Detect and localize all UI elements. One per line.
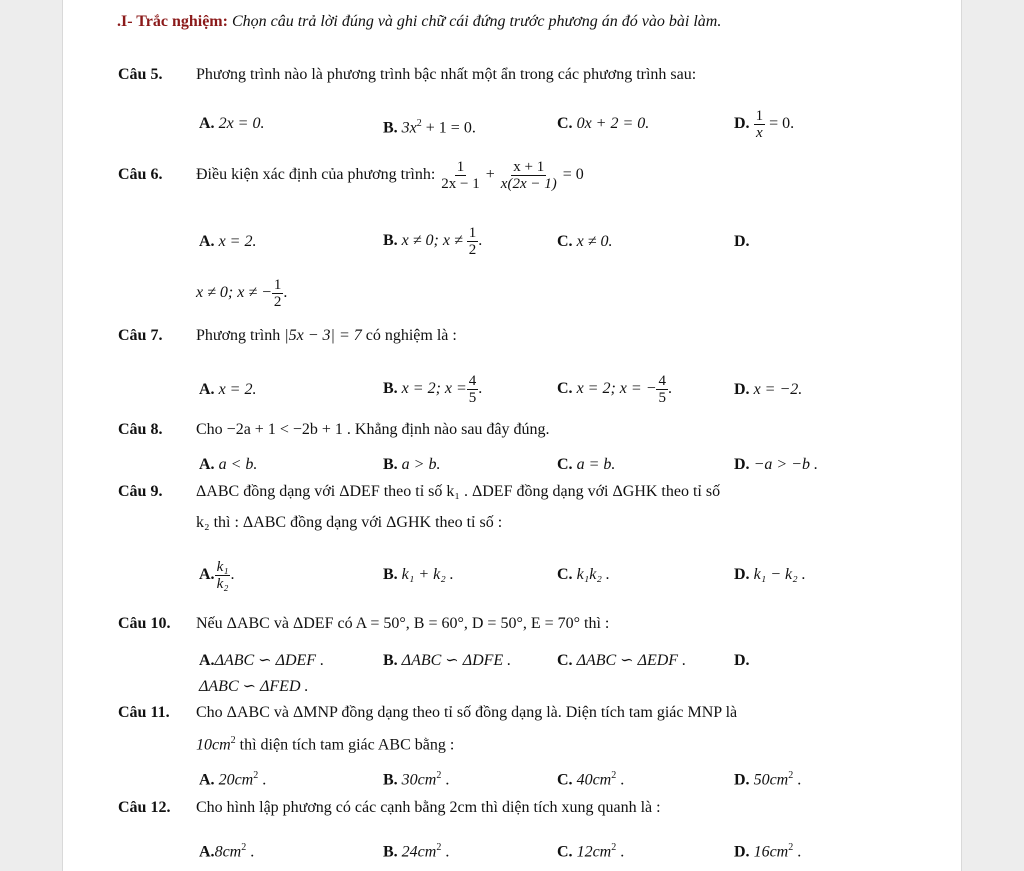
- q6-option-a: A. x = 2.: [199, 233, 257, 250]
- q5-option-a: A. 2x = 0.: [199, 115, 265, 132]
- question-8-text: Cho −2a + 1 < −2b + 1 . Khẳng định nào sau đây đúng.: [196, 421, 550, 438]
- question-5-label: Câu 5.: [118, 66, 163, 83]
- q8-option-c: C. a = b.: [557, 456, 616, 473]
- q12-option-a: $A.8cm^2$ .: [199, 842, 255, 861]
- question-10-text: Nếu ΔABC và ΔDEF có A = 50°, B = 60°, D = 50°, E = 70° thì :: [196, 615, 610, 632]
- q5-option-b: B. $3x^2 + 1 = 0$.: [383, 118, 476, 137]
- q10-option-d: D.: [734, 652, 750, 669]
- q7-option-c: C. x = 2; x = − $\frac{4}{5}$ .: [557, 372, 672, 406]
- q10-option-c: C. ΔABC ∽ ΔEDF .: [557, 652, 687, 669]
- q10-option-b: B. ΔABC ∽ ΔDFE .: [383, 652, 512, 669]
- q8-option-a: A. a < b.: [199, 456, 258, 473]
- q6-option-d: D.: [734, 233, 750, 250]
- question-10-label: Câu 10.: [118, 615, 171, 632]
- q12-option-b: B. $24cm^2$ .: [383, 842, 450, 861]
- q9-option-a: A. $\frac{\text{k₁}}{\text{k₂}}$ .: [199, 558, 235, 592]
- q8-option-b: B. a > b.: [383, 456, 441, 473]
- section-title: .I- Trắc nghiệm:: [117, 13, 228, 30]
- q6-option-c: C. x ≠ 0.: [557, 233, 613, 250]
- viewer-right-margin: [962, 0, 1024, 871]
- question-7-label: Câu 7.: [118, 327, 163, 344]
- q12-option-d: D. $16cm^2$ .: [734, 842, 802, 861]
- question-5-text: Phương trình nào là phương trình bậc nhất một ẩn trong các phương trình sau:: [196, 66, 697, 83]
- question-6-label: Câu 6.: [118, 166, 163, 183]
- question-12-text: Cho hình lập phương có các cạnh bằng 2cm thì diện tích xung quanh là :: [196, 799, 661, 816]
- section-instruction: Chọn câu trả lời đúng và ghi chữ cái đứng trước phương án đó vào bài làm.: [231, 13, 722, 30]
- section-header: [117, 12, 721, 32]
- q6-option-b: B. x ≠ 0; x ≠ $\frac{1}{2}$ .: [383, 224, 483, 258]
- q9-option-c: C. k₁k₂ .: [557, 566, 610, 583]
- question-9-label: Câu 9.: [118, 483, 163, 500]
- q7-option-b: B. x = 2; x = $\frac{4}{5}$ .: [383, 372, 483, 406]
- question-9-line-1: ΔABC đồng dạng với ΔDEF theo tỉ số k₁ . ΔDEF đồng dạng với ΔGHK theo tỉ số: [196, 483, 721, 500]
- question-9-line-2: k₂ thì : ΔABC đồng dạng với ΔGHK theo tỉ số :: [196, 514, 503, 531]
- question-11-line-2: $10cm^2$ thì diện tích tam giác ABC bằng :: [196, 735, 455, 754]
- q12-option-c: C. $12cm^2$ .: [557, 842, 625, 861]
- q11-option-b: B. $30cm^2$ .: [383, 770, 450, 789]
- q10-option-a: A.ΔABC ∽ ΔDEF .: [199, 652, 325, 669]
- q6-option-d-content: x ≠ 0; x ≠ − $\frac{1}{2}$ .: [196, 276, 288, 310]
- page-right-edge: [961, 0, 962, 871]
- q7-option-a: A. x = 2.: [199, 381, 257, 398]
- q5-option-c: C. 0x + 2 = 0.: [557, 115, 650, 132]
- question-7-text: Phương trình |5x − 3| = 7 có nghiệm là :: [196, 327, 457, 344]
- question-6-text: Điều kiện xác định của phương trình: $\frac{1}{2x - 1}$ + $\frac{x + 1}{x(2x - 1)}$ = 0: [196, 158, 584, 192]
- q5-option-d: D. $\frac{1}{x}$ = 0.: [734, 107, 795, 141]
- q8-option-d: D. −a > −b .: [734, 456, 818, 473]
- question-11-line-1: Cho ΔABC và ΔMNP đồng dạng theo tỉ số đồng dạng là. Diện tích tam giác MNP là: [196, 704, 738, 721]
- q11-option-d: D. $50cm^2$ .: [734, 770, 802, 789]
- question-12-label: Câu 12.: [118, 799, 171, 816]
- question-11-label: Câu 11.: [118, 704, 170, 721]
- document-page: [63, 0, 961, 871]
- q9-option-b: B. k₁ + k₂ .: [383, 566, 454, 583]
- q11-option-c: C. $40cm^2$ .: [557, 770, 625, 789]
- question-8-label: Câu 8.: [118, 421, 163, 438]
- q11-option-a: A. $20cm^2$ .: [199, 770, 267, 789]
- q7-option-d: D. x = −2.: [734, 381, 803, 398]
- q9-option-d: D. k₁ − k₂ .: [734, 566, 806, 583]
- viewer-left-margin: [0, 0, 62, 871]
- q10-option-d-content: ΔABC ∽ ΔFED .: [199, 678, 309, 695]
